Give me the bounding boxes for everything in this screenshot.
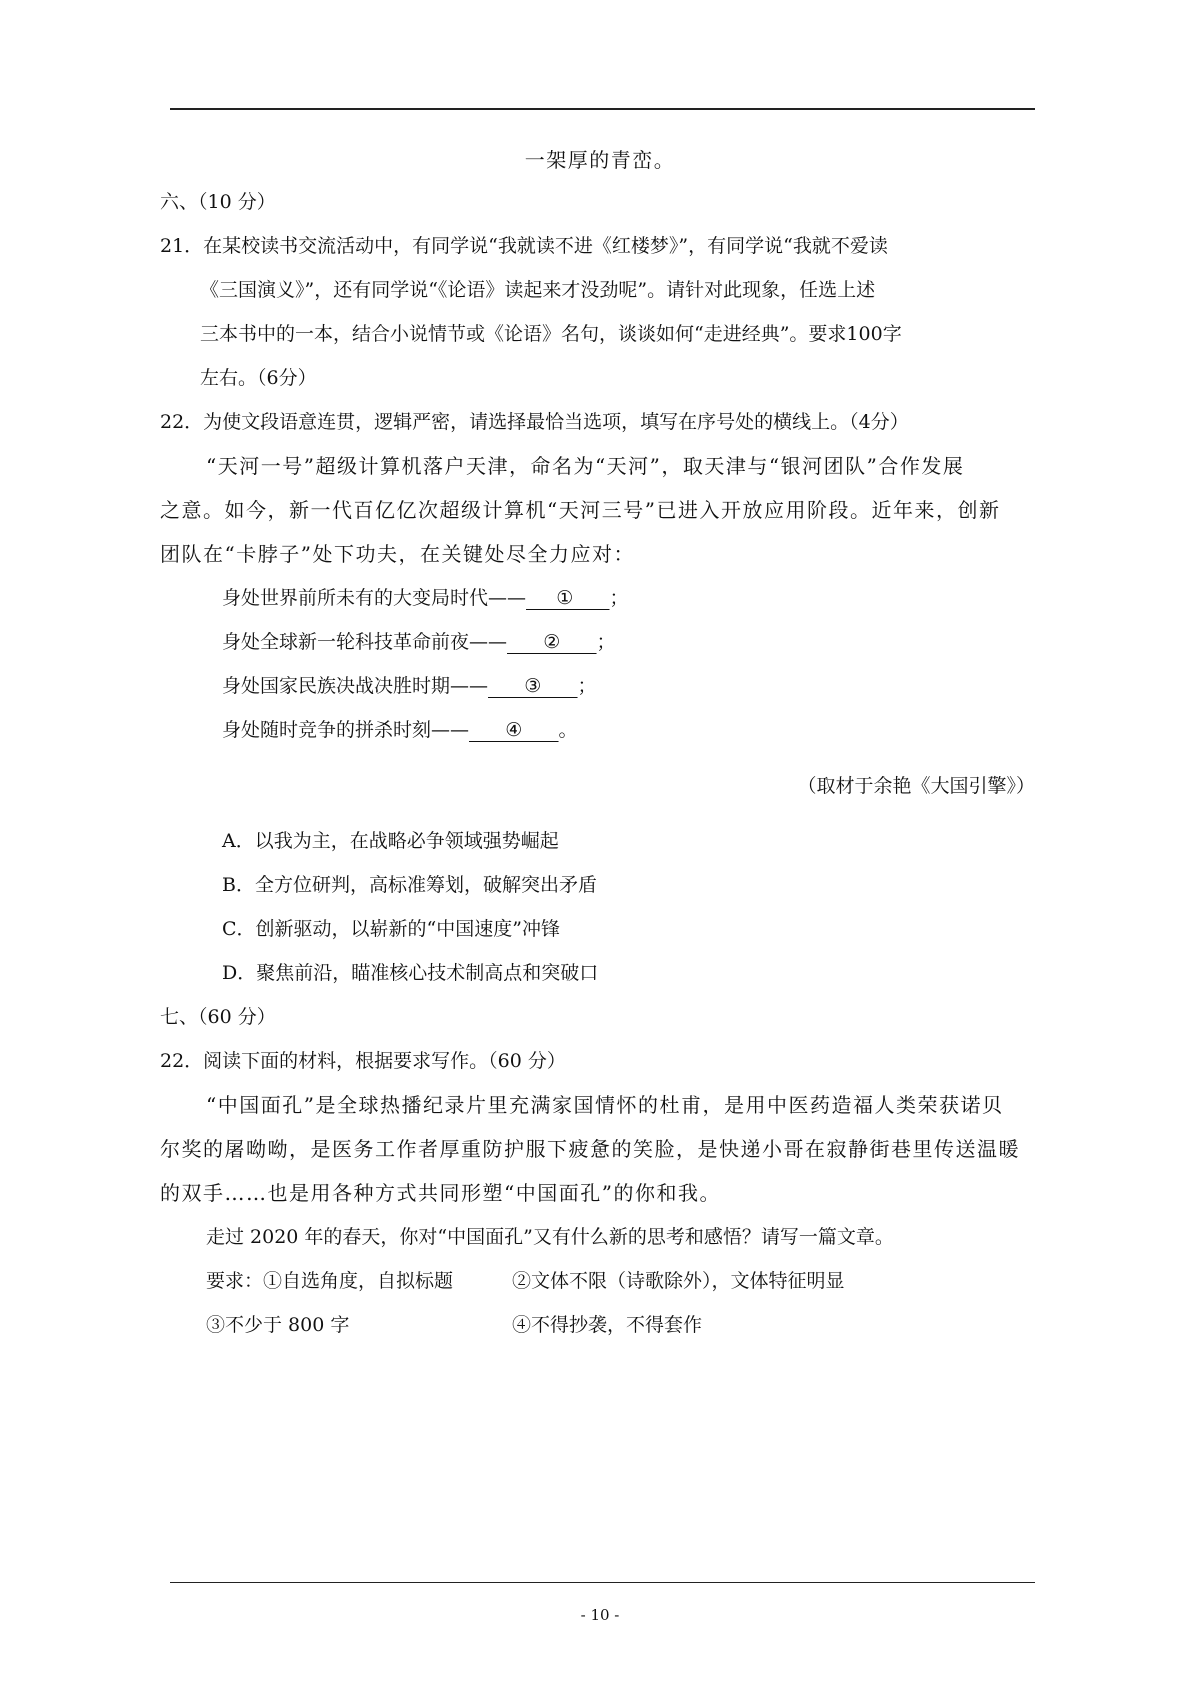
answer-blank-4[interactable]: ④	[469, 719, 559, 741]
fill-line-end: ；	[596, 631, 616, 653]
option-c: C．创新驱动，以崭新的“中国速度”冲锋	[222, 918, 560, 940]
fill-line	[222, 715, 578, 745]
fill-line	[222, 583, 629, 613]
writing-question-stem: 22．阅读下面的材料，根据要求写作。（60 分）	[160, 1050, 566, 1072]
material-line: 尔奖的屠呦呦，是医务工作者厚重防护服下疲惫的笑脸，是快递小哥在寂静街巷里传送温暖	[160, 1137, 1020, 1161]
fill-line-end: ；	[609, 587, 629, 609]
fill-line-text: 身处国家民族决战决胜时期——	[222, 675, 489, 697]
passage-line: 之意。如今，新一代百亿亿次超级计算机“天河三号”已进入开放应用阶段。近年来，创新	[160, 498, 1001, 522]
passage-line: 团队在“卡脖子”处下功夫，在关键处尽全力应对：	[160, 542, 635, 566]
previous-passage-fragment: 一架厚的青峦。	[524, 148, 676, 172]
question-21-line: 左右。（6分）	[200, 367, 317, 389]
fill-line	[222, 627, 616, 657]
fill-line	[222, 671, 597, 701]
question-21-line: 《三国演义》”，还有同学说“《论语》读起来才没劲呢”。请针对此现象，任选上述	[200, 279, 876, 301]
fill-line-text: 身处世界前所未有的大变局时代——	[222, 587, 527, 609]
answer-blank-1[interactable]: ①	[526, 587, 610, 609]
fill-line-text: 身处随时竞争的拼杀时刻——	[222, 719, 470, 741]
answer-blank-3[interactable]: ③	[488, 675, 578, 697]
option-d: D．聚焦前沿，瞄准核心技术制高点和突破口	[222, 962, 599, 984]
material-line: 的双手……也是用各种方式共同形塑“中国面孔”的你和我。	[160, 1181, 721, 1205]
footer-rule	[170, 1582, 1035, 1583]
requirement-3: ③不少于 800 字	[206, 1314, 350, 1336]
answer-blank-2[interactable]: ②	[507, 631, 597, 653]
option-b: B．全方位研判，高标准筹划，破解突出矛盾	[222, 874, 597, 896]
section-6-header: 六、（10 分）	[160, 191, 276, 213]
question-22-stem: 22．为使文段语意连贯，逻辑严密，请选择最恰当选项，填写在序号处的横线上。（4分）	[160, 411, 909, 433]
source-citation: （取材于余艳《大国引擎》）	[797, 775, 1035, 797]
passage-line: “天河一号”超级计算机落户天津，命名为“天河”，取天津与“银河团队”合作发展	[206, 454, 965, 478]
requirement-1: 要求：①自选角度，自拟标题	[206, 1270, 454, 1292]
question-21-line: 21．在某校读书交流活动中，有同学说“我就读不进《红楼梦》”，有同学说“我就不爱读	[160, 235, 888, 257]
fill-line-end: ；	[577, 675, 597, 697]
requirement-4: ④不得抄袭，不得套作	[512, 1314, 703, 1336]
header-rule	[170, 108, 1035, 110]
material-line: “中国面孔”是全球热播纪录片里充满家国情怀的杜甫，是用中医药造福人类荣获诺贝	[206, 1093, 1004, 1117]
option-a: A．以我为主，在战略必争领域强势崛起	[222, 830, 559, 852]
requirement-2: ②文体不限（诗歌除外），文体特征明显	[512, 1270, 845, 1292]
fill-line-end: 。	[558, 719, 578, 741]
question-21-line: 三本书中的一本，结合小说情节或《论语》名句，谈谈如何“走进经典”。要求100字	[200, 323, 902, 345]
page-number: - 10 -	[580, 1606, 620, 1624]
fill-line-text: 身处全球新一轮科技革命前夜——	[222, 631, 508, 653]
writing-prompt: 走过 2020 年的春天，你对“中国面孔”又有什么新的思考和感悟？请写一篇文章。	[206, 1226, 894, 1248]
section-7-header: 七、（60 分）	[160, 1006, 276, 1028]
